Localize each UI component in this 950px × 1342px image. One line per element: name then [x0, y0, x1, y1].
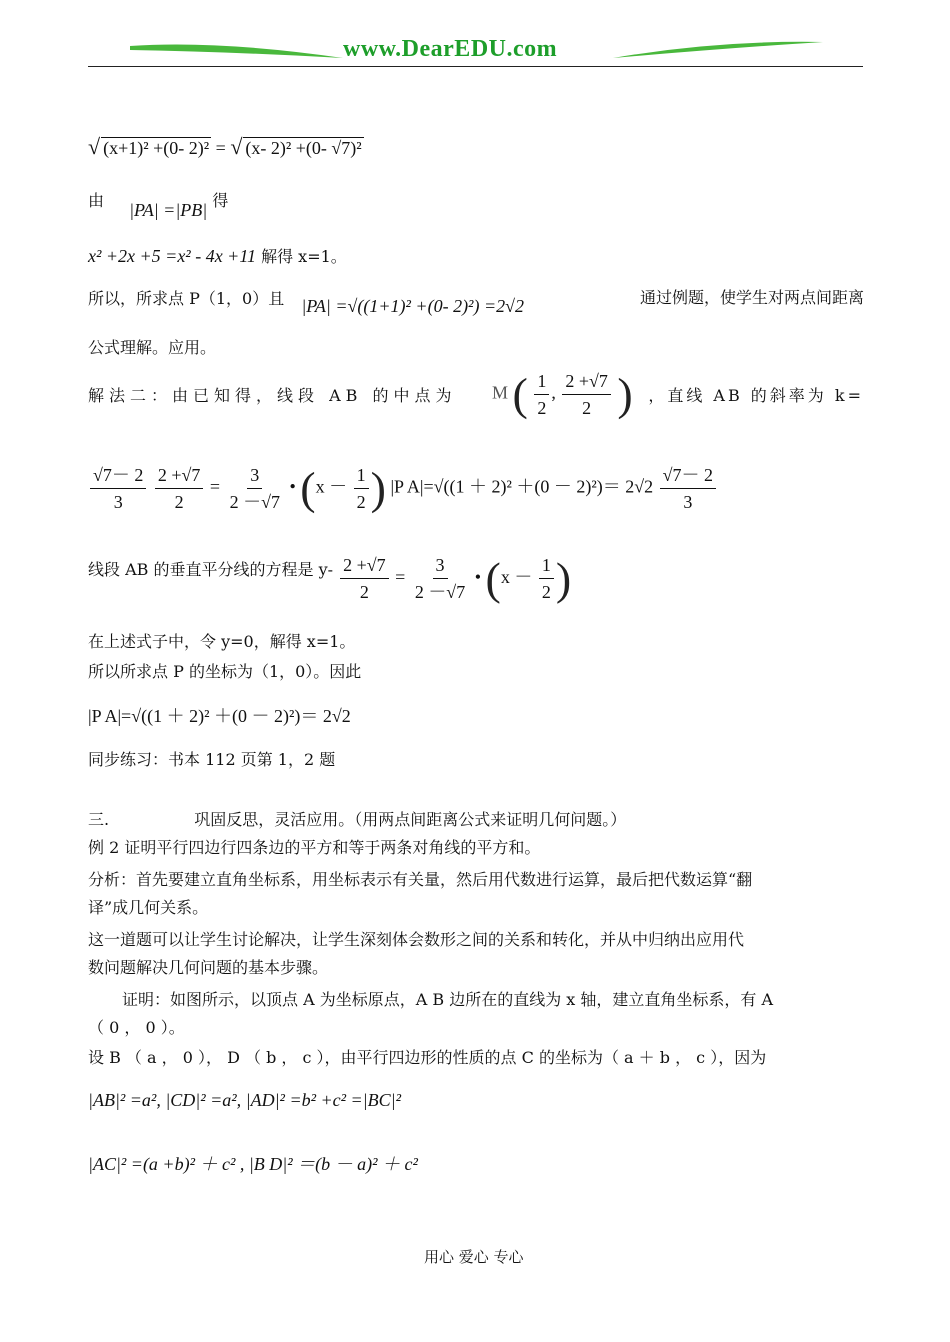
swoosh-left-icon — [128, 34, 348, 64]
method2-prefix: 解法二：由已知得，线段 AB 的中点为 — [88, 386, 457, 405]
discuss-line-1: 这一道题可以让学生讨论解决，让学生深刻体会数形之间的关系和转化，并从中归纳出应用代 — [88, 930, 745, 949]
so-expr: |PA| =√((1+1)² +(0- 2)²) =2√2 — [301, 296, 524, 316]
solve-suffix: 解得 x=1。 — [261, 247, 347, 266]
squares-equation-1: |AB|² =a², |CD|² =a², |AD|² =b² +c² =|BC|² — [88, 1090, 401, 1110]
section-3-heading — [88, 808, 626, 832]
solve-expr: x² +2x +5 =x² - 4x +11 — [88, 246, 256, 266]
squares-equation-2: |AC|² =(a +b)² ＋ c² , |B D|² ＝(b － a)² ＋ c² — [88, 1154, 418, 1174]
analysis-line-2: 译”成几何关系。 — [88, 898, 209, 917]
example-2: 例 2 证明平行四边行四条边的平方和等于两条对角线的平方和。 — [88, 838, 541, 857]
by-line — [88, 188, 229, 220]
pa-final: |P A|=√((1 ＋ 2)² ＋(0 － 2)²)＝ 2√2 — [88, 706, 351, 726]
set-line: 设 B （ a ， 0 ）， D （ b ， c ），由平行四边形的性质的点 C 的坐标为（ a ＋ b ， c ），因为 — [88, 1048, 767, 1067]
so-p-line: 所以所求点 P 的坐标为（1，0）。因此 — [88, 662, 362, 681]
proof-line-1: 证明：如图所示，以顶点 A 为坐标原点，A B 边所在的直线为 x 轴，建立直角坐标系，有 A — [122, 990, 774, 1009]
perp-prefix: 线段 AB 的垂直平分线的方程是 y- — [88, 559, 334, 579]
midpoint: M ( $\frac{1}{2}$ , $\frac{2 +√7}{2}$ ) — [492, 368, 633, 420]
section-3-title: 巩固反思，灵活应用。（用两点间距离公式来证明几何问题。） — [194, 810, 627, 829]
so-line — [88, 286, 864, 316]
so-cont: 公式理解。应用。 — [88, 338, 217, 357]
let-y0-line: 在上述式子中，令 y=0，解得 x=1。 — [88, 632, 356, 651]
analysis-line-1: 分析：首先要建立直角坐标系，用坐标表示有关量，然后用代数进行运算，最后把代数运算“翻 — [88, 870, 753, 889]
discuss-line-2: 数问题解决几何问题的基本步骤。 — [88, 958, 329, 977]
solve-line — [88, 244, 347, 269]
practice-line: 同步练习：书本 112 页第 1，2 题 — [88, 750, 336, 769]
method2-line — [88, 368, 864, 436]
swoosh-right-icon — [608, 34, 828, 64]
so-suffix: 通过例题，使学生对两点间距离 — [639, 288, 864, 307]
proof-line-2: （ 0 ， 0 ）。 — [88, 1018, 185, 1037]
method2-suffix: ，直线 AB 的斜率为 k= — [648, 386, 864, 405]
page-footer: 用心 爱心 专心 — [424, 1248, 524, 1266]
by-expr: |PA| =|PB| — [129, 200, 208, 220]
so-prefix: 所以，所求点 P（1，0）且 — [88, 289, 285, 308]
section-3-number: 三. — [88, 810, 110, 829]
by-prefix: 由 — [88, 191, 105, 210]
logo-text: www.DearEDU.com — [343, 36, 558, 62]
header-rule — [88, 66, 863, 67]
equation-distance-equal: √ (x+1)² +(0- 2)² = √ (x- 2)² +(0- √7)² — [88, 134, 362, 159]
by-suffix: 得 — [212, 191, 229, 210]
perp-line: 线段 AB 的垂直平分线的方程是 y- $\frac{2 +√7}{2}$ = $\frac{3}{2 -√7}$ • (x － $\frac{1}{2}$ ) — [88, 552, 572, 604]
slope-formula-row: $\frac{√7- 2}{3}$ $\frac{2 +√7}{2}$ = $\frac{3}{2 -√7}$ • (x － $\frac{1}{2}$ ) |P A|=√((1 ＋ 2)² ＋(0 － 2)²)＝ 2√2 $\frac{√7- 2}{3}$ — [88, 462, 718, 515]
header-logo — [128, 34, 828, 64]
